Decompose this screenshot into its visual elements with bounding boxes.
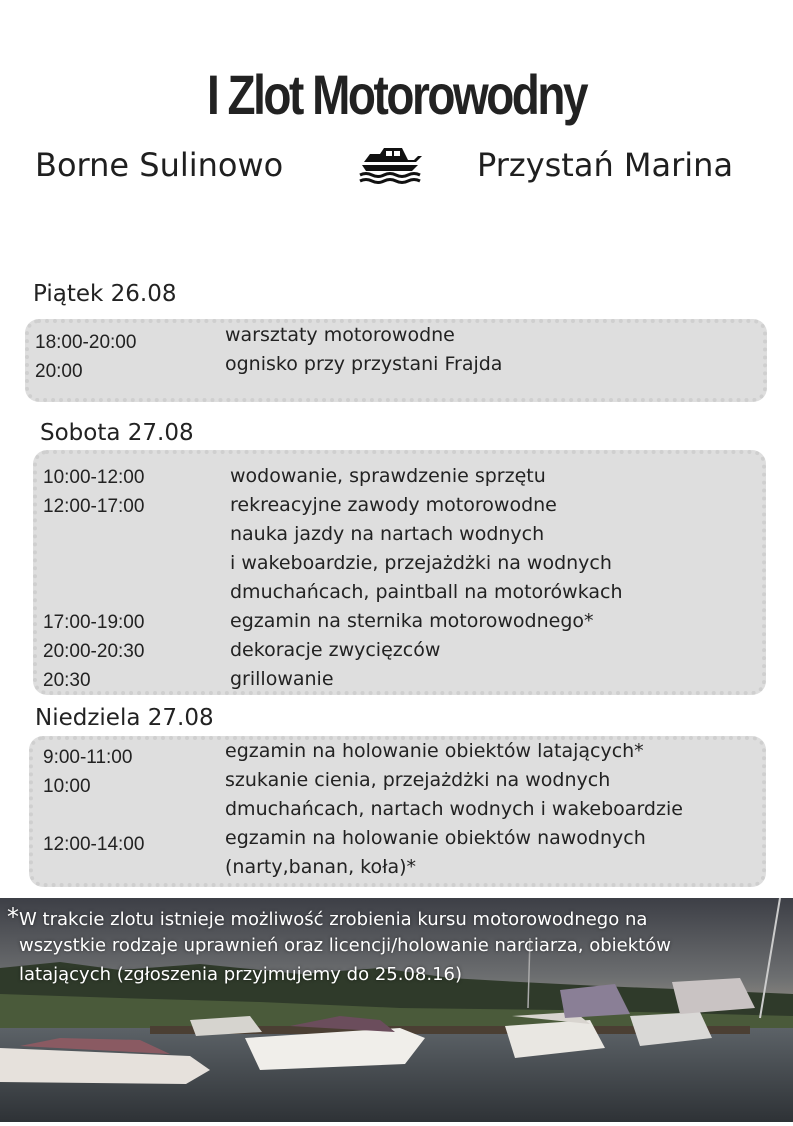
saturday-desc-6: egzamin na sternika motorowodnego* bbox=[230, 610, 594, 632]
saturday-desc-7: dekoracje zwycięzców bbox=[230, 639, 441, 661]
sunday-desc-5: (narty,banan, koła)* bbox=[225, 856, 417, 878]
footnote-star: * bbox=[7, 903, 19, 931]
saturday-time-2: 12:00-17:00 bbox=[43, 496, 145, 517]
sunday-time-4: 12:00-14:00 bbox=[43, 834, 145, 855]
location-right: Przystań Marina bbox=[477, 146, 734, 184]
friday-desc-2: ognisko przy przystani Frajda bbox=[225, 353, 503, 375]
page-title: I Zlot Motorowodny bbox=[206, 63, 587, 126]
location-left: Borne Sulinowo bbox=[35, 146, 284, 184]
sunday-desc-3: dmuchańcach, nartach wodnych i wakeboardzie bbox=[225, 798, 683, 820]
footnote-line-3: latających (zgłoszenia przyjmujemy do 25.08.16) bbox=[19, 964, 463, 985]
saturday-time-8: 20:30 bbox=[43, 670, 91, 691]
saturday-desc-2: rekreacyjne zawody motorowodne bbox=[230, 494, 557, 516]
saturday-desc-1: wodowanie, sprawdzenie sprzętu bbox=[230, 465, 546, 487]
day-saturday-label: Sobota 27.08 bbox=[40, 420, 194, 446]
boat-icon bbox=[356, 142, 428, 186]
saturday-desc-3: nauka jazdy na nartach wodnych bbox=[230, 523, 545, 545]
footnote-line-2: wszystkie rodzaje uprawnień oraz licencji/holowanie narciarza, obiektów bbox=[19, 935, 671, 956]
sunday-desc-2: szukanie cienia, przejażdżki na wodnych bbox=[225, 769, 611, 791]
saturday-desc-8: grillowanie bbox=[230, 668, 334, 690]
sunday-time-1: 9:00-11:00 bbox=[43, 747, 133, 768]
sunday-time-2: 10:00 bbox=[43, 776, 91, 797]
saturday-time-1: 10:00-12:00 bbox=[43, 467, 145, 488]
day-sunday-label: Niedziela 27.08 bbox=[35, 705, 214, 731]
friday-desc-1: warsztaty motorowodne bbox=[225, 324, 455, 346]
friday-time-1: 18:00-20:00 bbox=[35, 332, 137, 353]
saturday-desc-4: i wakeboardzie, przejażdżki na wodnych bbox=[230, 552, 612, 574]
footnote-line-1 bbox=[7, 903, 647, 934]
saturday-time-6: 17:00-19:00 bbox=[43, 612, 145, 633]
sunday-desc-1: egzamin na holowanie obiektów latających* bbox=[225, 740, 644, 762]
saturday-desc-5: dmuchańcach, paintball na motorówkach bbox=[230, 581, 623, 603]
day-friday-label: Piątek 26.08 bbox=[33, 281, 177, 307]
friday-time-2: 20:00 bbox=[35, 361, 83, 382]
sunday-desc-4: egzamin na holowanie obiektów nawodnych bbox=[225, 827, 646, 849]
footnote-text-1: W trakcie zlotu istnieje możliwość zrobienia kursu motorowodnego na bbox=[19, 909, 648, 930]
saturday-time-7: 20:00-20:30 bbox=[43, 641, 145, 662]
